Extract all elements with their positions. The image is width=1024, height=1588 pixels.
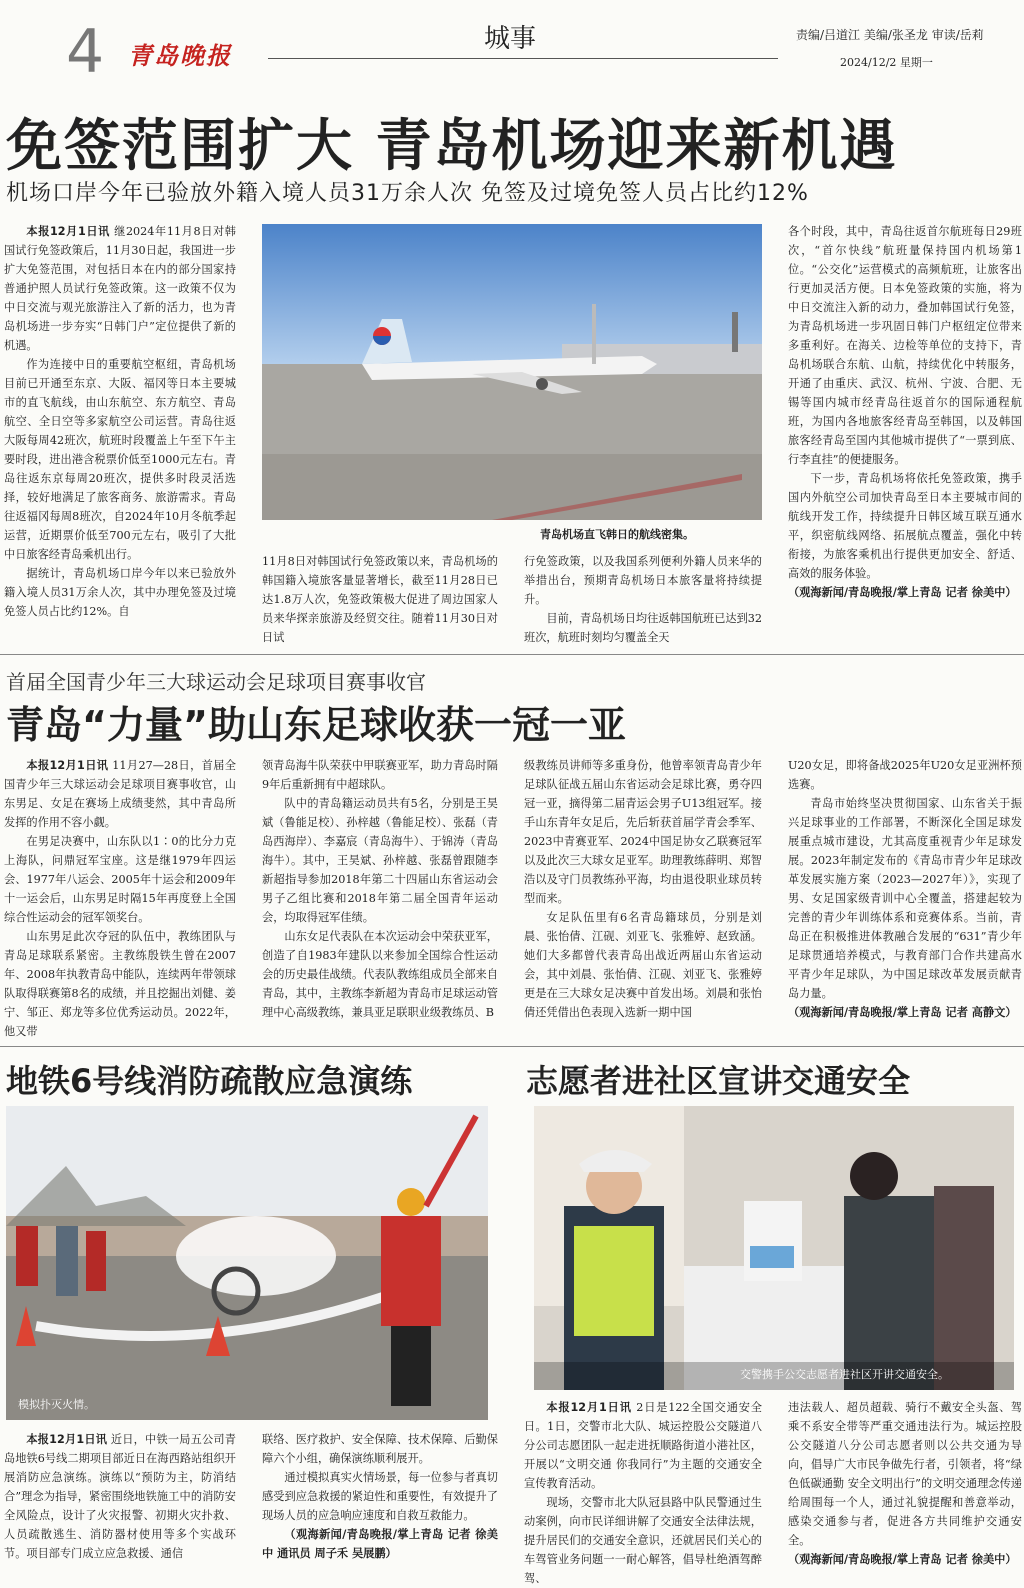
dateline: 本报12月1日讯 xyxy=(26,759,109,772)
airport-photo-caption: 青岛机场直飞韩日的航线密集。 xyxy=(540,528,694,541)
subhead-airport: 机场口岸今年已验放外籍入境人员31万余人次 免签及过境免签人员占比约12% xyxy=(6,181,809,206)
fire-drill-caption: 模拟扑灭火情。 xyxy=(18,1398,95,1411)
dateline: 本报12月1日讯 xyxy=(546,1401,632,1414)
headline-football: 青岛“力量”助山东足球收获一冠一亚 xyxy=(6,703,626,747)
headline-traffic-safety: 志愿者进社区宣讲交通安全 xyxy=(526,1062,911,1100)
football-column-3 xyxy=(524,756,762,1038)
airport-column-4 xyxy=(788,222,1022,640)
paragraph: 11月27—28日，首届全国青少年三大球运动会足球项目赛事收官，山东男足、女足在赛场上成绩斐然，其中青岛所发挥的作用不容小觑。 xyxy=(4,759,236,829)
page-number: 4 xyxy=(66,17,105,87)
editor-credits: 责编/吕道江 美编/张圣龙 审读/岳莉 xyxy=(796,28,984,42)
byline: （观海新闻/青岛晚报/掌上青岛 记者 徐美中） xyxy=(788,1553,1017,1566)
byline: （观海新闻/青岛晚报/掌上青岛 记者 徐美中） xyxy=(788,586,1017,599)
paragraph: 目前，青岛机场日均往返韩国航班已达到32班次，航班时刻均匀覆盖全天 xyxy=(524,612,763,644)
paragraph: 通过模拟真实火情场景，每一位参与者真切感受到应急救援的紧迫性和重要性，有效提升了现场人员的应急响应速度和自救互救能力。 xyxy=(262,1471,498,1522)
dateline: 本报12月1日讯 xyxy=(26,1433,108,1446)
kicker-football: 首届全国青少年三大球运动会足球项目赛事收官 xyxy=(6,670,426,694)
paragraph: 领青岛海牛队荣获中甲联赛亚军，助力青岛时隔9年后重新拥有中超球队。 xyxy=(262,759,498,791)
metro-column-2 xyxy=(262,1430,498,1572)
football-column-2 xyxy=(262,756,498,1038)
airport-photo xyxy=(262,224,762,520)
football-column-4 xyxy=(788,756,1022,1038)
paragraph: 级教练员讲师等多重身份，他曾率领青岛青少年足球队征战五届山东省运动会足球比赛，勇夺四冠一亚，摘得第二届青运会男子U13组冠军。接手山东青年女足后，先后斩获首届学青会季军、2023中青赛亚军、2024中国足协女乙联赛冠军以及此次三大球女足亚军。助理教练薛明、郑智浩以及守门员教练孙平海，均由退役职业球员转型而来。 xyxy=(524,759,762,905)
issue-date: 2024/12/2 星期一 xyxy=(840,56,933,69)
traffic-safety-caption: 交警携手公交志愿者进社区开讲交通安全。 xyxy=(740,1368,949,1381)
traffic-safety-photo xyxy=(534,1106,1014,1390)
paragraph: 行免签政策，以及我国系列便利外籍人员来华的举措出台，预期青岛机场日本旅客量将持续提升。 xyxy=(524,555,762,606)
newspaper-logo: 青岛晚报 xyxy=(128,41,232,70)
section-title: 城事 xyxy=(483,24,536,54)
paragraph: 下一步，青岛机场将依托免签政策，携手国内外航空公司加快青岛至日本主要城市间的航线开发工作，持续提升日韩区域互联互通水平，织密航线网络、拓展航点覆盖，强化中转衔接，为旅客乘机出行提供更加安全、舒适、高效的服务体验。 xyxy=(788,472,1022,580)
metro-column-1 xyxy=(4,1430,236,1572)
football-column-1 xyxy=(4,756,236,1038)
paragraph: 女足队伍里有6名青岛籍球员，分别是刘晨、张怡倩、江砚、刘亚飞、张雅婷、赵致涵。她们大多都曾代表青岛出战近两届山东省运动会，其中刘晨、张怡倩、江砚、刘亚飞、张雅婷更是在三大球女足决赛中首发出场。刘晨和张怡倩还凭借出色表现入选新一期中国 xyxy=(524,911,762,1019)
paragraph: 现场，交警市北大队冠县路中队民警通过生动案例，向市民详细讲解了交通安全法律法规，提升居民们的交通安全意识，还就居民们关心的车驾管业务问题一一耐心解答，倡导杜绝酒驾醉驾、 xyxy=(524,1496,762,1585)
paragraph: 11月8日对韩国试行免签政策以来，青岛机场的韩国籍入境旅客量显著增长，截至11月28日已达1.8万人次，免签政策极大促进了周边国家人员来华探亲旅游及经贸交往。随着11月30日对日试 xyxy=(262,555,498,644)
paragraph: 据统计，青岛机场口岸今年以来已验放外籍入境人员31万余人次，其中办理免签及过境免签人员占比约12%。自 xyxy=(4,567,236,618)
traffic-column-2 xyxy=(788,1398,1022,1572)
headline-airport: 免签范围扩大 青岛机场迎来新机遇 xyxy=(6,114,898,179)
paragraph: 山东男足此次夺冠的队伍中，教练团队与青岛足球联系紧密。主教练殷铁生曾在2007年、2008年执教青岛中能队，连续两年带领球队取得联赛第8名的成绩，并且挖掘出刘健、姜宁、邹正、郑龙等多位优秀运动员。2022年，他又带 xyxy=(4,930,236,1038)
masthead-rule xyxy=(268,58,778,59)
paragraph: 继2024年11月8日对韩国试行免签政策后，11月30日起，我国进一步扩大免签范围，对包括日本在内的部分国家持普通护照人员试行免签政策。这一政策不仅为中日交流与观光旅游注入了新的活力，也为青岛机场进一步夯实“日韩门户”定位提供了新的机遇。 xyxy=(4,225,236,352)
paragraph: 青岛市始终坚决贯彻国家、山东省关于振兴足球事业的工作部署，不断深化全国足球发展重点城市建设，尤其高度重视青少年足球发展。2023年制定发布的《青岛市青少年足球改革发展实施方案（2023—2027年）》，实现了男、女足国家级青训中心全覆盖，搭建起较为完善的青少年训练体系和竞赛体系。当前，青岛正在积极推进体教融合发展的“631”青少年足球贯通培养模式，与教育部门合作共建高水平青少年足球队，为中国足球改革发展贡献青岛力量。 xyxy=(788,797,1022,1000)
section-divider xyxy=(0,654,1024,655)
paragraph: U20女足，即将备战2025年U20女足亚洲杯预选赛。 xyxy=(788,759,1022,791)
paragraph: 联络、医疗救护、安全保障、技术保障、后勤保障六个小组，确保演练顺利展开。 xyxy=(262,1433,498,1465)
paragraph: 在男足决赛中，山东队以1∶0的比分力克上海队，问鼎冠军宝座。这是继1979年四运会、1977年八运会、2005年十运会和2009年十一运会后，山东男足时隔15年再度登上全国综合性运动会的冠军领奖台。 xyxy=(4,835,236,924)
paragraph: 违法载人、超员超载、骑行不戴安全头盔、驾乘不系安全带等严重交通违法行为。城运控股公交隧道八分公司志愿者则以公共交通为导向，倡导广大市民争做先行者，引领者，将“绿色低碳通勤 安全文明出行”的文明交通理念传递给周围每一个人，通过礼貌提醒和善意举动，感染交通参与者，促进各方共同维护交通安全。 xyxy=(788,1401,1022,1547)
airport-column-3 xyxy=(524,552,763,644)
section-divider xyxy=(0,1046,1024,1047)
headline-metro-drill: 地铁6号线消防疏散应急演练 xyxy=(6,1062,413,1100)
byline: （观海新闻/青岛晚报/掌上青岛 记者 徐美中 通讯员 周子禾 吴展鹏） xyxy=(262,1528,498,1560)
paragraph: 各个时段，其中，青岛往返首尔航班每日29班次，“首尔快线”航班量保持国内机场第1位。“公交化”运营模式的高频航班，让旅客出行更加灵活方便。日本免签政策的实施，将为中日交流注入新的动力，叠加韩国试行免签，为青岛机场进一步巩固日韩门户枢纽定位带来多重利好。在海关、边检等单位的支持下，青岛机场联合东航、山航，持续优化中转服务，开通了由重庆、武汉、杭州、宁波、合肥、无锡等国内城市经青岛往返首尔的国际通程航班，为国内各地旅客经青岛至韩国，以及韩国旅客经青岛至国内其他城市提供了“一票到底、行李直挂”的便捷服务。 xyxy=(788,225,1022,466)
paragraph: 2日是122全国交通安全日。1日，交警市北大队、城运控股公交隧道八分公司志愿团队一起走进抚顺路街道小港社区，开展以“文明交通 你我同行”为主题的交通安全宣传教育活动。 xyxy=(524,1401,762,1490)
paragraph: 山东女足代表队在本次运动会中荣获亚军，创造了自1983年建队以来参加全国综合性运动会的历史最佳战绩。代表队教练组成员全部来自青岛，其中，主教练李新超为青岛市足球运动管理中心高级教练，兼具亚足联职业级教练员、B xyxy=(262,930,498,1019)
dateline: 本报12月1日讯 xyxy=(26,225,110,238)
byline: （观海新闻/青岛晚报/掌上青岛 记者 高静文） xyxy=(788,1006,1017,1019)
traffic-column-1 xyxy=(524,1398,762,1585)
paragraph: 近日，中铁一局五公司青岛地铁6号线二期项目部近日在海西路站组织开展消防应急演练。演练以“预防为主，防消结合”理念为指导，紧密围绕地铁施工中的消防安全风险点，设计了火灾报警、初期火灾扑救、人员疏散逃生、消防器材使用等多个实战环节。项目部专门成立应急救援、通信 xyxy=(4,1433,236,1560)
airport-column-1 xyxy=(4,222,236,640)
fire-drill-photo xyxy=(6,1106,488,1420)
paragraph: 作为连接中日的重要航空枢纽，青岛机场目前已开通至东京、大阪、福冈等日本主要城市的直飞航线，由山东航空、东方航空、青岛航空、全日空等多家航空公司运营。青岛往返大阪每周42班次，航班时段覆盖上午至下午主要时段，进出港含税票价低至1000元左右。青岛往返东京每周20班次，提供多时段灵活选择，较好地满足了旅客商务、旅游需求。青岛往返福冈每周8班次，自2024年10月冬航季起运营，近期票价低至700元左右，吸引了大批中日旅客经青岛乘机出行。 xyxy=(4,358,236,561)
paragraph: 队中的青岛籍运动员共有5名，分别是王昊斌（鲁能足校）、孙梓越（鲁能足校）、张磊（青岛西海岸）、李嘉宸（青岛海牛）、于锦涛（青岛海牛）。其中，王昊斌、孙梓越、张磊曾跟随李新超指导参加2018年第二十四届山东省运动会男子乙组比赛和2018年第二届全国青年运动会，均取得冠军佳绩。 xyxy=(262,797,498,924)
airport-column-2 xyxy=(262,552,498,644)
